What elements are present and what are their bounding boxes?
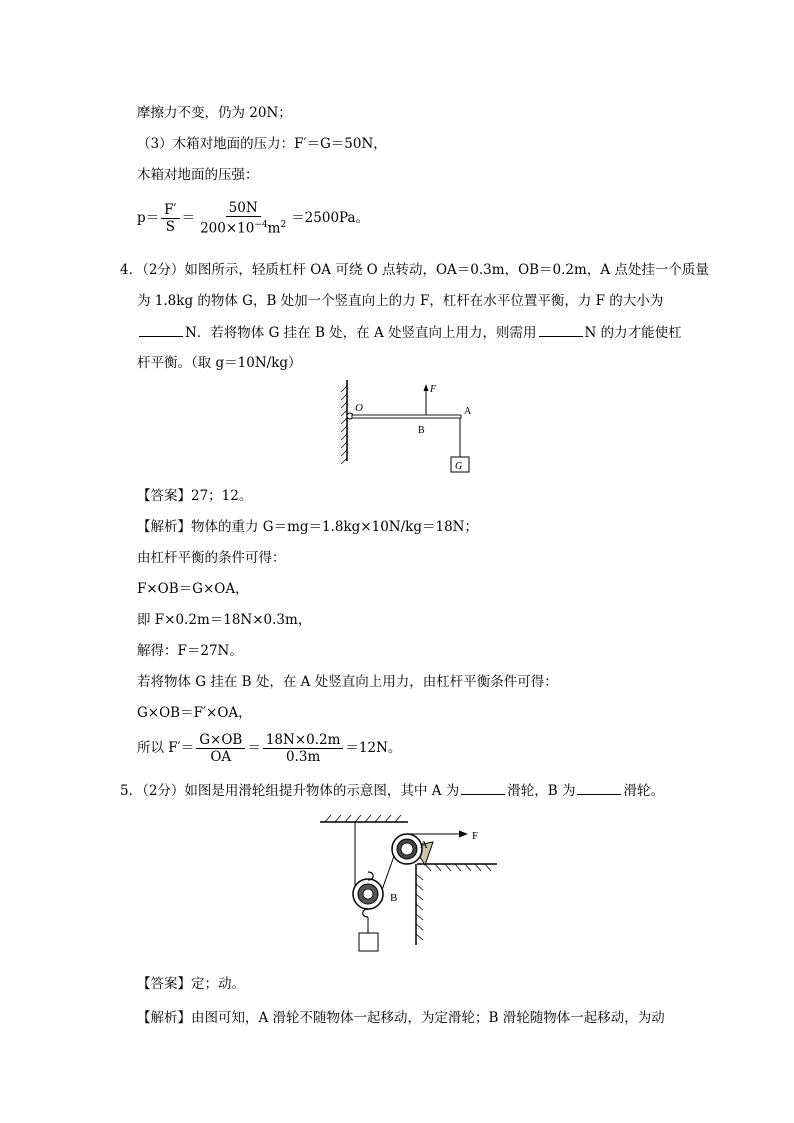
answer-blank[interactable] — [139, 323, 183, 337]
fraction-numerator: F′ — [161, 202, 179, 219]
question-4-line: 杆平衡。（取 g＝10N/kg） — [137, 355, 302, 371]
table-side-hatching — [416, 874, 423, 940]
label-o: O — [355, 402, 363, 414]
fraction-denominator: OA — [210, 749, 232, 765]
fraction-denominator: 0.3m — [285, 749, 321, 765]
den-exponent: −4 — [254, 220, 268, 230]
table-hatching — [425, 864, 491, 871]
formula-lhs: p＝ — [137, 209, 160, 226]
explanation-line: 【解析】由图可知，A 滑轮不随物体一起移动，为定滑轮；B 滑轮随物体一起移动，为动 — [137, 1010, 665, 1026]
text-line: 木箱对地面的压强： — [137, 167, 259, 183]
label-b: B — [390, 892, 398, 904]
formula-rhs: ＝12N。 — [345, 740, 402, 756]
pulley-b-hub — [363, 889, 373, 899]
text-segment: 滑轮。 — [623, 783, 664, 799]
load-box — [359, 933, 378, 951]
fraction — [161, 202, 179, 235]
fraction — [263, 732, 344, 765]
label-a: A — [420, 839, 428, 851]
explanation-line: F×OB＝G×OA， — [137, 581, 249, 597]
arrowhead-icon — [459, 831, 468, 838]
question-4-line — [137, 323, 682, 342]
den-base: 200×10 — [200, 220, 255, 237]
fraction — [197, 200, 289, 237]
text-segment: 5．（2分）如图是用滑轮组提升物体的示意图，其中 A 为 — [120, 783, 460, 799]
answer-line: 【答案】27；12。 — [137, 488, 253, 504]
lever-diagram — [330, 378, 480, 478]
explanation-line: 若将物体 G 挂在 B 处，在 A 处竖直向上用力，由杠杆平衡条件可得： — [137, 674, 558, 690]
fraction-denominator — [197, 217, 289, 237]
answer-blank[interactable] — [539, 323, 583, 337]
text-segment: 滑轮，B 为 — [507, 783, 576, 799]
explanation-line: 解得：F＝27N。 — [137, 643, 243, 659]
formula-lhs: 所以 F′＝ — [137, 740, 195, 756]
label-f: F — [472, 830, 479, 842]
fraction — [196, 732, 245, 765]
text-segment: N 的力才能使杠 — [584, 325, 682, 341]
answer-blank[interactable] — [577, 781, 621, 795]
answer-line: 【答案】定；动。 — [137, 976, 245, 992]
equals-sign: ＝ — [181, 209, 196, 226]
question-4-line: 4．（2分）如图所示，轻质杠杆 OA 可绕 O 点转动，OA＝0.3m，OB＝0.2m，A 点处挂一个质量 — [120, 262, 709, 278]
wall-hatching — [341, 386, 347, 464]
lever-bar — [352, 415, 461, 418]
fraction-numerator: 50N — [226, 200, 261, 217]
label-a: A — [464, 406, 472, 417]
pulley-diagram — [315, 812, 500, 960]
answer-blank[interactable] — [461, 781, 505, 795]
fraction-numerator: G×OB — [196, 732, 245, 749]
force-formula — [137, 732, 401, 765]
label-f: F — [430, 384, 437, 395]
text-line: 摩擦力不变，仍为 20N； — [137, 105, 292, 121]
question-4-line: 为 1.8kg 的物体 G，B 处加一个竖直向上的力 F，杠杆在水平位置平衡，力 F 的大小为 — [137, 293, 664, 309]
pulley-a-hub — [401, 843, 413, 855]
arrowhead-icon — [424, 384, 429, 391]
ceiling-hatching — [325, 815, 401, 822]
explanation-line: 即 F×0.2m＝18N×0.3m， — [137, 612, 312, 628]
pressure-formula — [137, 200, 369, 237]
den-unit: m — [267, 220, 281, 237]
explanation-line: 由杠杆平衡的条件可得： — [137, 550, 286, 566]
question-5-line — [120, 781, 664, 800]
label-g: G — [455, 461, 463, 472]
text-line: （3）木箱对地面的压力：F′＝G＝50N， — [137, 136, 387, 152]
fraction-denominator: S — [165, 218, 175, 235]
equals-sign: ＝ — [247, 740, 261, 756]
explanation-line: 【解析】物体的重力 G＝mg＝1.8kg×10N/kg＝18N； — [137, 519, 478, 535]
pulley-b-bottom-hook — [363, 909, 368, 917]
formula-rhs: ＝2500Pa。 — [291, 209, 370, 226]
label-b: B — [418, 425, 425, 436]
explanation-line: G×OB＝F′×OA， — [137, 705, 252, 721]
den-unit-exponent: 2 — [280, 220, 287, 230]
fraction-numerator: 18N×0.2m — [263, 732, 344, 749]
text-segment: N．若将物体 G 挂在 B 处，在 A 处竖直向上用力，则需用 — [185, 325, 537, 341]
